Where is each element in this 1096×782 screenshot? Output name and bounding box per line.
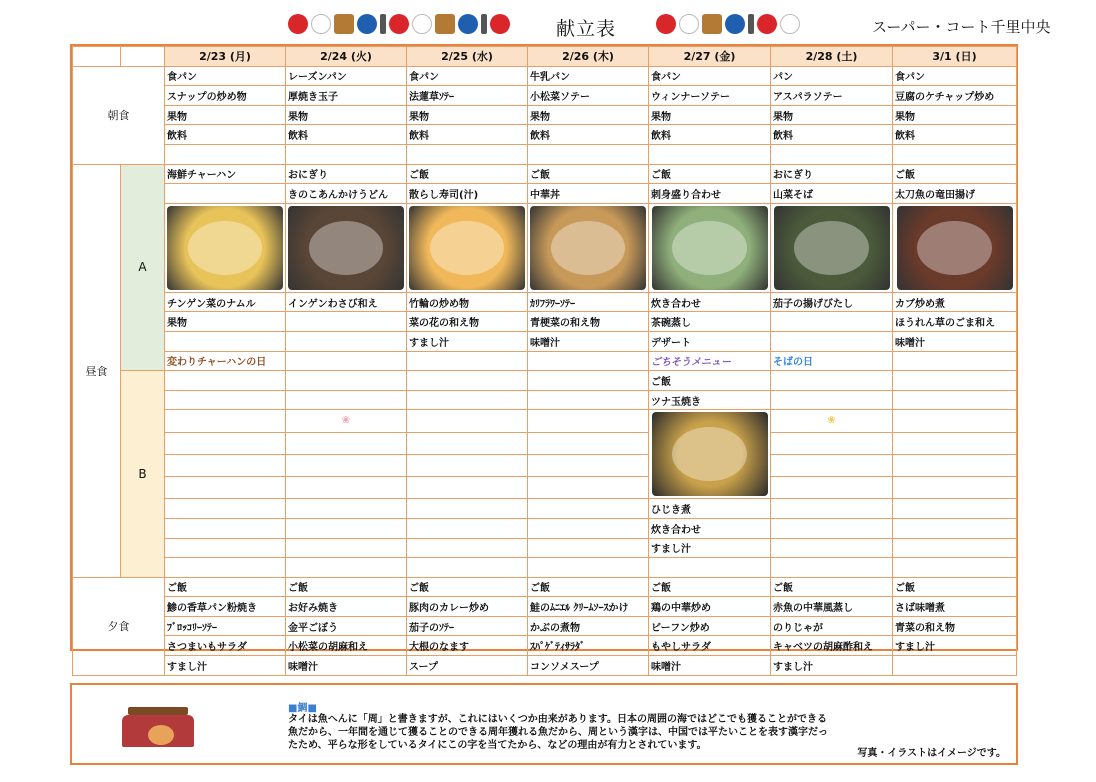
lunch-a-item: ご飯 <box>407 164 528 184</box>
lunch-a-row <box>73 331 1017 351</box>
dish-photo-cell <box>771 203 893 292</box>
dish-photo-cell <box>165 203 286 292</box>
breakfast-item <box>528 144 649 164</box>
lunch-a-item: 中華丼 <box>528 184 649 204</box>
breakfast-item: 法蓮草ｿﾃｰ <box>407 86 528 106</box>
dish-photo-cell <box>893 203 1017 292</box>
date-header: 2/26 (木) <box>528 47 649 67</box>
lunch-b-empty <box>528 477 649 499</box>
lunch-a-item: チンゲン菜のナムル <box>165 292 286 312</box>
breakfast-item: 食パン <box>407 66 528 86</box>
lunch-b-empty <box>893 432 1017 454</box>
dinner-item: すまし汁 <box>771 656 893 676</box>
lunch-b-empty <box>893 410 1017 432</box>
lunch-b-empty <box>893 454 1017 476</box>
lunch-a-notes-row <box>73 351 1017 371</box>
lunch-b-empty <box>893 518 1017 538</box>
dinner-item: ご飯 <box>528 577 649 597</box>
dinner-item: ｽﾊﾟｹﾞﾃｨｻﾗﾀﾞ <box>528 636 649 656</box>
lunch-b-empty <box>528 432 649 454</box>
lunch-b-row <box>73 477 1017 499</box>
dinner-row <box>73 597 1017 617</box>
lunch-b-empty <box>407 410 528 432</box>
corner-cell <box>121 47 165 67</box>
lunch-a-note-cell <box>528 351 649 371</box>
breakfast-item <box>165 144 286 164</box>
lunch-b-row <box>73 558 1017 578</box>
lunch-b-item: すまし汁 <box>649 538 771 558</box>
dinner-row <box>73 577 1017 597</box>
page-title: 献立表 <box>556 18 617 40</box>
lunch-b-empty <box>893 538 1017 558</box>
breakfast-row <box>73 125 1017 145</box>
dinner-item: もやしサラダ <box>649 636 771 656</box>
date-header-row <box>73 47 1017 67</box>
lunch-b-row <box>73 454 1017 476</box>
breakfast-item: 飲料 <box>165 125 286 145</box>
dinner-item <box>893 656 1017 676</box>
lunch-a-note-cell <box>286 351 407 371</box>
lunch-a-item: 菜の花の和え物 <box>407 312 528 332</box>
breakfast-item: 飲料 <box>286 125 407 145</box>
breakfast-item: 小松菜ソテー <box>528 86 649 106</box>
dish-photo <box>652 412 768 496</box>
dinner-item: さつまいもサラダ <box>165 636 286 656</box>
lunch-b-row <box>73 432 1017 454</box>
lunch-a-item <box>165 184 286 204</box>
lunch-a-item: 竹輪の炒め物 <box>407 292 528 312</box>
dish-photo <box>530 206 646 290</box>
lunch-b-row <box>73 499 1017 519</box>
lunch-b-empty <box>407 432 528 454</box>
dinner-item: コンソメスープ <box>528 656 649 676</box>
lunch-a-item <box>286 312 407 332</box>
dinner-item: 赤魚の中華風蒸し <box>771 597 893 617</box>
dinner-item: 鯵の香草パン粉焼き <box>165 597 286 617</box>
lunch-b-empty <box>528 454 649 476</box>
dinner-item: お好み焼き <box>286 597 407 617</box>
dinner-item: かぶの煮物 <box>528 616 649 636</box>
lunch-b-empty <box>407 518 528 538</box>
course-a-label: A <box>121 164 165 371</box>
dinner-item: 味噌汁 <box>286 656 407 676</box>
lunch-b-item: ツナ玉焼き <box>649 390 771 410</box>
breakfast-item: 飲料 <box>649 125 771 145</box>
breakfast-row <box>73 144 1017 164</box>
dinner-item: ご飯 <box>407 577 528 597</box>
lunch-a-row <box>73 292 1017 312</box>
dinner-row <box>73 616 1017 636</box>
lunch-b-empty <box>165 538 286 558</box>
lunch-a-item: すまし汁 <box>407 331 528 351</box>
dish-photo <box>167 206 283 290</box>
dinner-item: 鮭のﾑﾆｴﾙ ｸﾘｰﾑｿｰｽかけ <box>528 597 649 617</box>
lunch-b-empty <box>528 410 649 432</box>
lunch-b-empty <box>165 477 286 499</box>
lunch-a-item: 太刀魚の竜田揚げ <box>893 184 1017 204</box>
lunch-a-item: ご飯 <box>528 164 649 184</box>
dinner-item: キャベツの胡麻酢和え <box>771 636 893 656</box>
breakfast-label: 朝食 <box>73 66 165 164</box>
lunch-b-empty <box>165 390 286 410</box>
breakfast-item: 飲料 <box>771 125 893 145</box>
lunch-a-item <box>771 312 893 332</box>
info-box <box>70 683 1018 765</box>
lunch-a-item: 海鮮チャーハン <box>165 164 286 184</box>
dish-photo-cell <box>528 203 649 292</box>
date-header: 2/24 (火) <box>286 47 407 67</box>
lunch-b-empty <box>771 432 893 454</box>
menu-grid <box>72 46 1017 676</box>
dinner-row <box>73 636 1017 656</box>
lunch-b-row <box>73 390 1017 410</box>
lunch-a-item: 果物 <box>165 312 286 332</box>
theme-day-note: 変わりチャーハンの日 <box>165 351 286 371</box>
info-line-1: タイは魚へんに「周」と書きますが、これにはいくつか由来があります。日本の周囲の海ではどこでも獲ることができる <box>288 714 827 725</box>
dish-photo-cell <box>649 410 771 499</box>
new-year-decoration-left <box>288 14 510 34</box>
lunch-a-item: おにぎり <box>286 164 407 184</box>
lunch-b-empty <box>165 454 286 476</box>
lunch-a-note-cell <box>407 351 528 371</box>
course-b-label: B <box>121 371 165 578</box>
breakfast-item <box>286 144 407 164</box>
breakfast-row <box>73 66 1017 86</box>
lunch-b-row <box>73 518 1017 538</box>
lunch-b-empty <box>771 518 893 538</box>
breakfast-row <box>73 105 1017 125</box>
breakfast-item: 果物 <box>771 105 893 125</box>
breakfast-item <box>407 144 528 164</box>
lunch-b-empty <box>893 477 1017 499</box>
lunch-a-item: ｶﾘﾌﾗﾜｰｿﾃｰ <box>528 292 649 312</box>
lunch-b-empty <box>528 538 649 558</box>
lunch-b-empty <box>528 499 649 519</box>
breakfast-item: 果物 <box>649 105 771 125</box>
lunch-a-item: 山菜そば <box>771 184 893 204</box>
lunch-b-empty <box>286 558 407 578</box>
lunch-b-empty <box>771 538 893 558</box>
dinner-item: 小松菜の胡麻和え <box>286 636 407 656</box>
menu-table <box>70 44 1018 673</box>
breakfast-item: 食パン <box>649 66 771 86</box>
lunch-b-empty <box>893 371 1017 391</box>
lunch-b-empty <box>407 390 528 410</box>
breakfast-item: パン <box>771 66 893 86</box>
breakfast-item: アスパラソテー <box>771 86 893 106</box>
breakfast-item <box>771 144 893 164</box>
lunch-b-item <box>649 558 771 578</box>
lunch-b-empty <box>528 558 649 578</box>
lunch-label: 昼食 <box>73 164 121 577</box>
dinner-item: ご飯 <box>893 577 1017 597</box>
lunch-b-empty <box>771 454 893 476</box>
lunch-b-empty <box>286 477 407 499</box>
dinner-item: ご飯 <box>165 577 286 597</box>
lunch-b-empty <box>528 518 649 538</box>
breakfast-item <box>649 144 771 164</box>
dish-photo <box>409 206 525 290</box>
flower-icon: ❀ <box>771 410 893 432</box>
lunch-b-empty <box>407 538 528 558</box>
lunch-a-item: 味噌汁 <box>893 331 1017 351</box>
lunch-a-item: ご飯 <box>649 164 771 184</box>
breakfast-item: 食パン <box>893 66 1017 86</box>
breakfast-item: ウィンナーソテー <box>649 86 771 106</box>
lunch-b-empty <box>528 390 649 410</box>
lunch-a-item: インゲンわさび和え <box>286 292 407 312</box>
lunch-a-item: おにぎり <box>771 164 893 184</box>
lunch-b-empty <box>286 390 407 410</box>
lunch-b-row <box>73 371 1017 391</box>
lunch-b-empty <box>407 371 528 391</box>
lunch-b-empty <box>771 371 893 391</box>
lunch-b-empty <box>286 371 407 391</box>
lunch-a-item: カブ炒め煮 <box>893 292 1017 312</box>
lunch-b-empty <box>286 454 407 476</box>
dinner-item: ビーフン炒め <box>649 616 771 636</box>
lunch-b-row <box>73 410 1017 432</box>
new-year-decoration-right <box>656 14 800 34</box>
lunch-a-item: デザート <box>649 331 771 351</box>
soba-day-note: そばの日 <box>771 351 893 371</box>
lunch-b-empty <box>771 499 893 519</box>
info-heading: ■鯛■ <box>288 703 317 714</box>
date-header: 2/28 (土) <box>771 47 893 67</box>
lunch-b-empty <box>407 454 528 476</box>
dinner-item: 鶏の中華炒め <box>649 597 771 617</box>
lunch-b-empty <box>893 390 1017 410</box>
lunch-a-item <box>286 331 407 351</box>
dinner-item: 豚肉のカレー炒め <box>407 597 528 617</box>
lunch-b-empty <box>286 499 407 519</box>
breakfast-item: 飲料 <box>407 125 528 145</box>
lunch-a-item: 茶碗蒸し <box>649 312 771 332</box>
dinner-item: 茄子のｿﾃｰ <box>407 616 528 636</box>
lunch-b-empty <box>771 477 893 499</box>
lunch-b-empty <box>165 518 286 538</box>
date-header: 2/23 (月) <box>165 47 286 67</box>
lunch-b-empty <box>771 390 893 410</box>
dinner-row <box>73 656 1017 676</box>
breakfast-item <box>893 144 1017 164</box>
info-line-2: 魚だから、一年間を通じて獲ることのできる周年獲れる魚だから、周という漢字は、中国では平たいことを表す漢字だっ <box>288 727 828 738</box>
lunch-b-empty <box>407 558 528 578</box>
dish-photo-cell <box>286 203 407 292</box>
breakfast-item: 牛乳パン <box>528 66 649 86</box>
breakfast-row <box>73 86 1017 106</box>
lunch-b-row <box>73 538 1017 558</box>
breakfast-item: レーズンパン <box>286 66 407 86</box>
lunch-b-empty <box>528 371 649 391</box>
page-header <box>0 0 1096 42</box>
lunch-b-empty <box>407 499 528 519</box>
dinner-item: 金平ごぼう <box>286 616 407 636</box>
image-caption: 写真・イラストはイメージです。 <box>857 748 1006 759</box>
lunch-b-item: 炊き合わせ <box>649 518 771 538</box>
breakfast-item: 果物 <box>528 105 649 125</box>
dinner-item: スープ <box>407 656 528 676</box>
breakfast-item: 豆腐のケチャップ炒め <box>893 86 1017 106</box>
dish-photo <box>288 206 404 290</box>
breakfast-item: 飲料 <box>893 125 1017 145</box>
breakfast-item: 果物 <box>165 105 286 125</box>
lunch-a-photo-row <box>73 203 1017 292</box>
breakfast-item: スナップの炒め物 <box>165 86 286 106</box>
dinner-item: ご飯 <box>649 577 771 597</box>
dinner-item: ﾌﾞﾛｯｺﾘｰｿﾃｰ <box>165 616 286 636</box>
breakfast-item: 厚焼き玉子 <box>286 86 407 106</box>
lunch-b-empty <box>165 432 286 454</box>
breakfast-item: 飲料 <box>528 125 649 145</box>
flower-icon: ❀ <box>286 410 407 432</box>
lunch-b-empty <box>165 558 286 578</box>
lunch-a-item: 刺身盛り合わせ <box>649 184 771 204</box>
lunch-a-item: 散らし寿司(汁) <box>407 184 528 204</box>
dinner-item: ご飯 <box>771 577 893 597</box>
lunch-b-item: ひじき煮 <box>649 499 771 519</box>
breakfast-item: 果物 <box>893 105 1017 125</box>
lunch-a-item: 炊き合わせ <box>649 292 771 312</box>
breakfast-item: 果物 <box>407 105 528 125</box>
store-name: スーパー・コート千里中央 <box>872 18 1051 36</box>
kotatsu-cat-illustration <box>122 701 194 751</box>
lunch-b-empty <box>893 499 1017 519</box>
lunch-a-note-cell <box>893 351 1017 371</box>
lunch-a-item: きのこあんかけうどん <box>286 184 407 204</box>
lunch-a-item: 茄子の揚げびたし <box>771 292 893 312</box>
dinner-label: 夕食 <box>73 577 165 675</box>
date-header: 2/25 (水) <box>407 47 528 67</box>
dinner-item: ご飯 <box>286 577 407 597</box>
dish-photo <box>897 206 1013 290</box>
dish-photo-cell <box>407 203 528 292</box>
lunch-b-empty <box>286 518 407 538</box>
lunch-b-empty <box>286 432 407 454</box>
lunch-b-empty <box>407 477 528 499</box>
dish-photo-cell <box>649 203 771 292</box>
lunch-b-empty <box>165 410 286 432</box>
dinner-item: のりじゃが <box>771 616 893 636</box>
dinner-item: すまし汁 <box>893 636 1017 656</box>
breakfast-item: 果物 <box>286 105 407 125</box>
lunch-b-empty <box>165 499 286 519</box>
dinner-item: すまし汁 <box>165 656 286 676</box>
lunch-b-empty <box>771 558 893 578</box>
lunch-a-item: ほうれん草のごま和え <box>893 312 1017 332</box>
dinner-item: 青菜の和え物 <box>893 616 1017 636</box>
special-menu-note: ごちそうメニュー <box>649 351 771 371</box>
dinner-item: 味噌汁 <box>649 656 771 676</box>
date-header: 2/27 (金) <box>649 47 771 67</box>
lunch-b-empty <box>165 371 286 391</box>
lunch-a-item: ご飯 <box>893 164 1017 184</box>
lunch-a-item <box>165 331 286 351</box>
lunch-a-item: 味噌汁 <box>528 331 649 351</box>
dinner-item: 大根のなます <box>407 636 528 656</box>
dinner-item: さば味噌煮 <box>893 597 1017 617</box>
lunch-a-row <box>73 312 1017 332</box>
lunch-a-row <box>73 164 1017 184</box>
info-line-3: たため、平らな形をしているタイにこの字を当てたから、などの理由が有力とされています。 <box>288 740 707 751</box>
lunch-a-row <box>73 184 1017 204</box>
lunch-a-item <box>771 331 893 351</box>
cat-icon <box>148 725 174 745</box>
lunch-b-empty <box>893 558 1017 578</box>
corner-cell <box>73 47 121 67</box>
lunch-b-item: ご飯 <box>649 371 771 391</box>
info-text <box>288 713 928 752</box>
dish-photo <box>652 206 768 290</box>
lunch-b-empty <box>286 538 407 558</box>
dish-photo <box>774 206 890 290</box>
date-header: 3/1 (日) <box>893 47 1017 67</box>
lunch-a-item: 青梗菜の和え物 <box>528 312 649 332</box>
breakfast-item: 食パン <box>165 66 286 86</box>
